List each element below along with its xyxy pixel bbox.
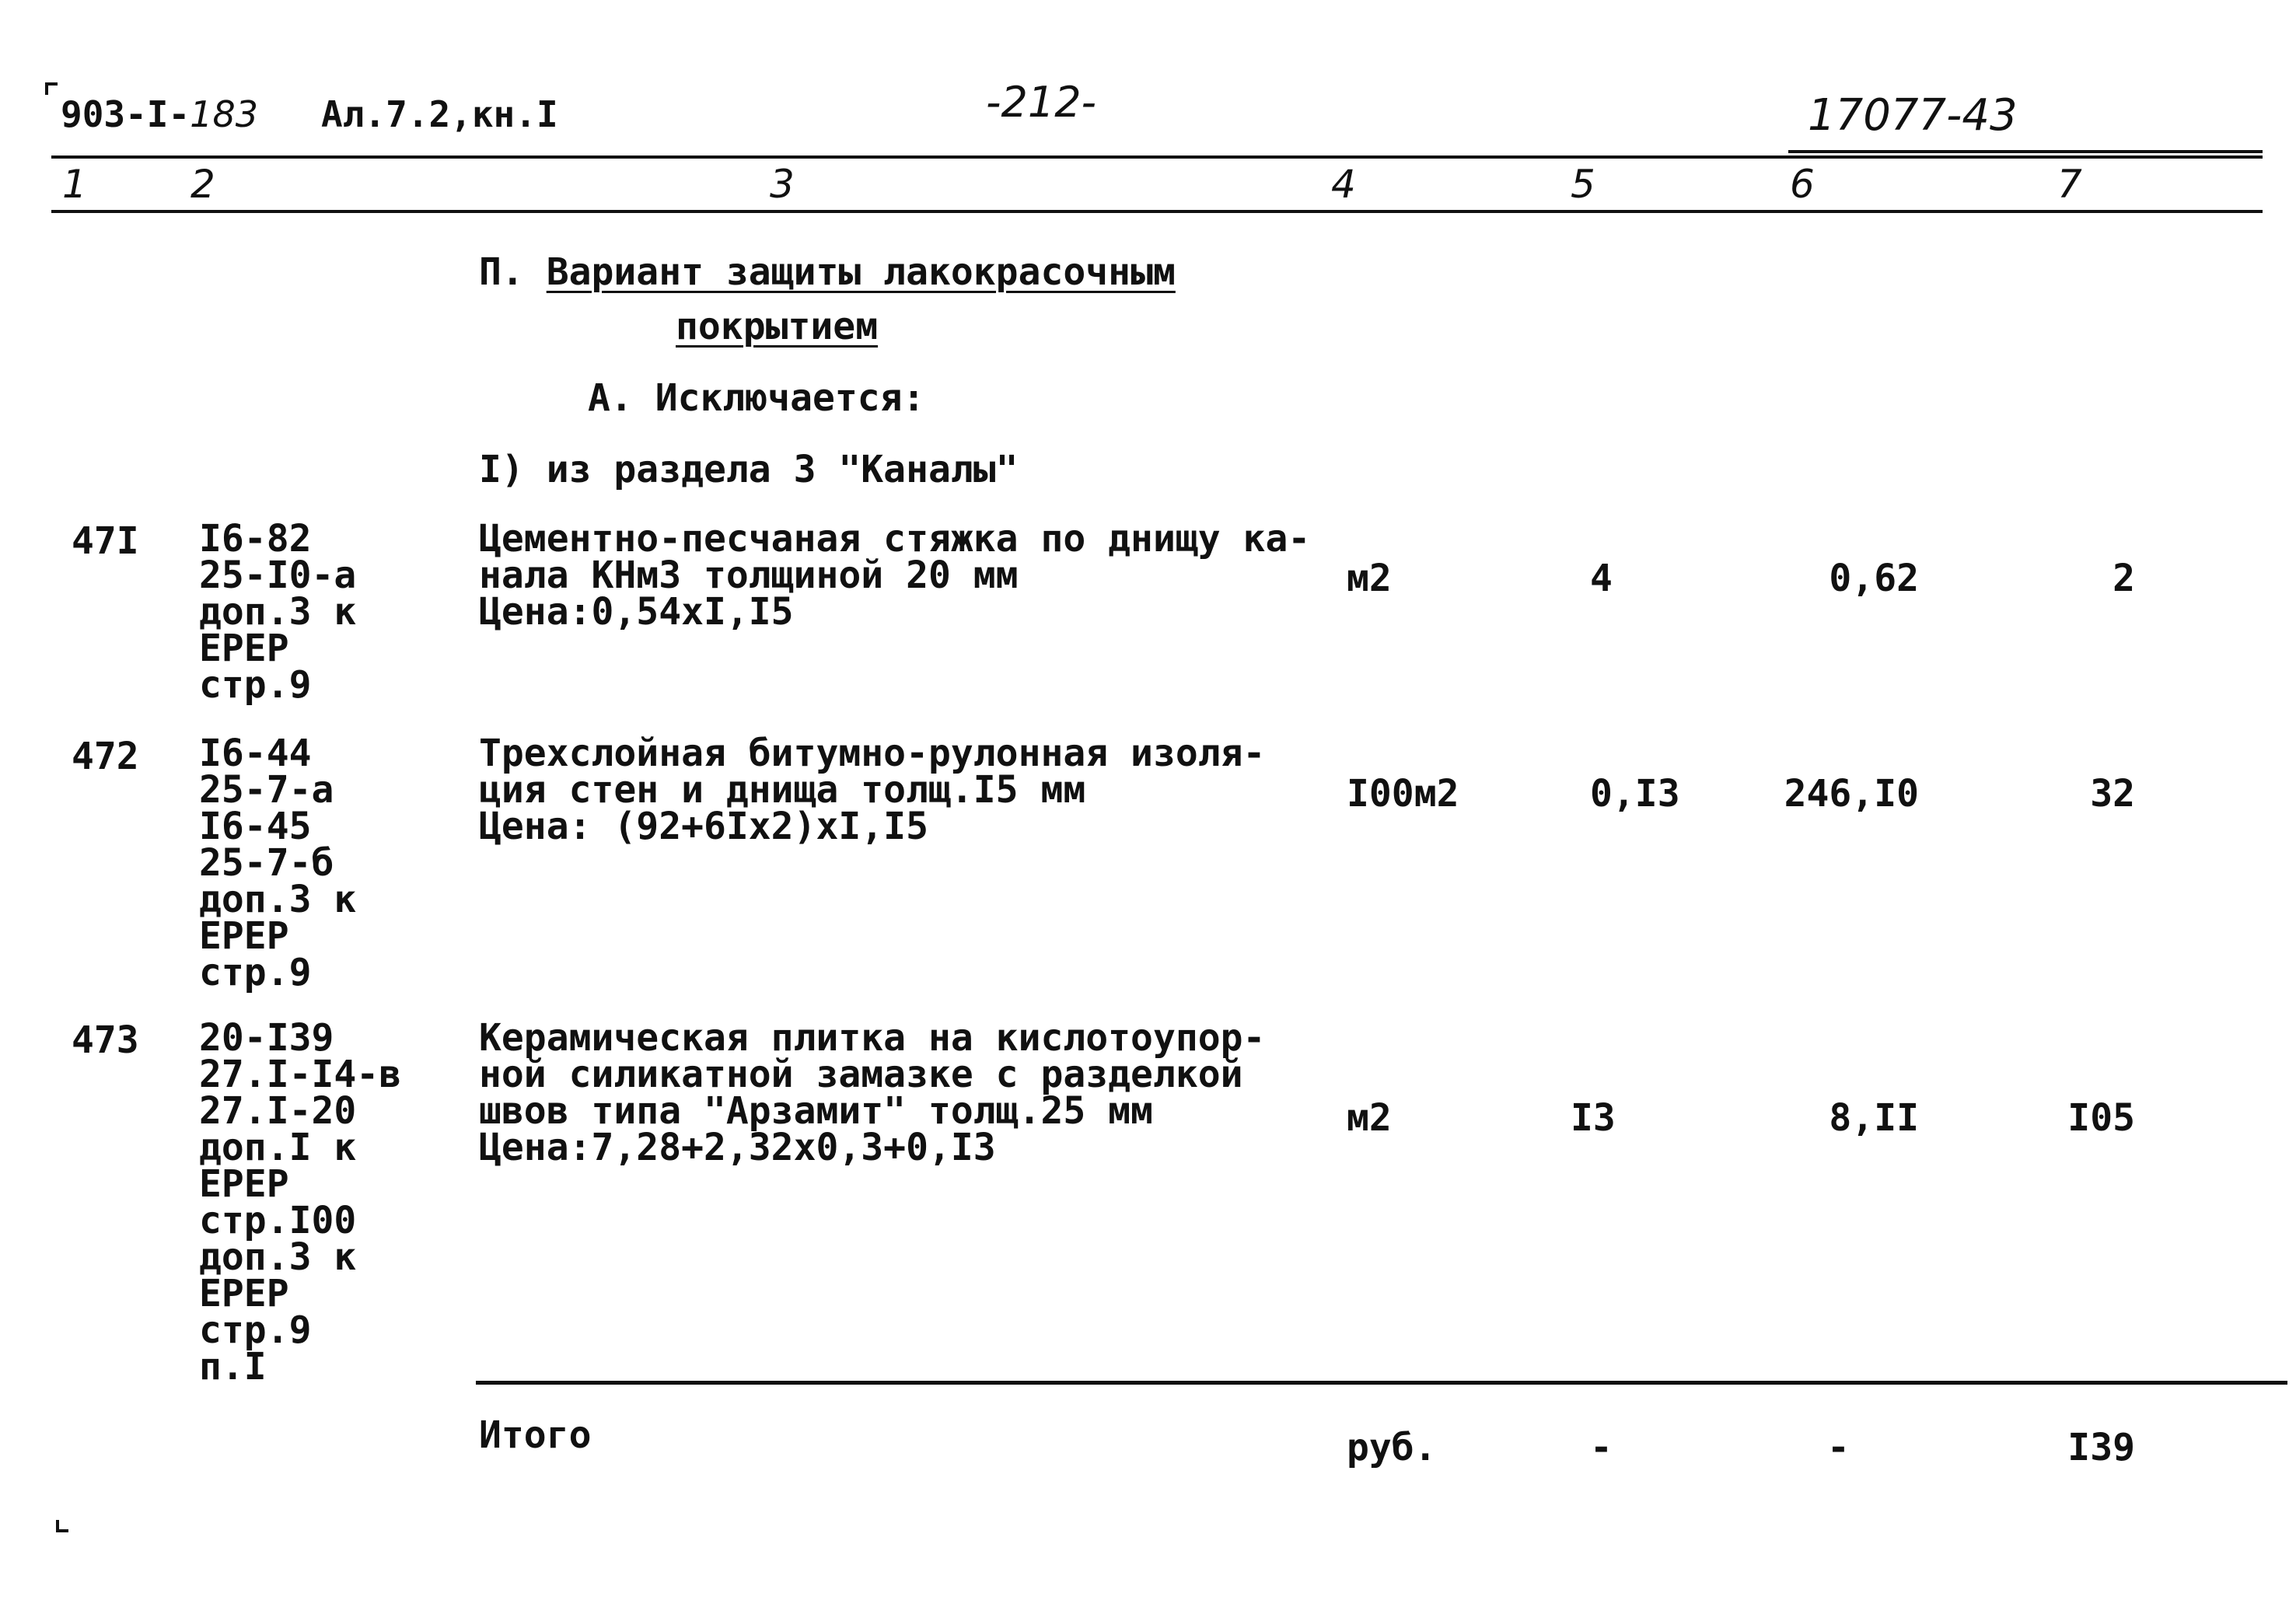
section-title-line1: Вариант защиты лакокрасочным xyxy=(546,250,1176,294)
code-line: 27.I-I4-в xyxy=(199,1053,402,1096)
description-line: ной силикатной замазке с разделкой xyxy=(479,1053,1243,1096)
total-rule xyxy=(476,1381,2287,1385)
description xyxy=(479,732,1266,848)
unit-cell: м2 xyxy=(1347,557,1392,600)
code-line: 25-I0-а xyxy=(199,554,357,597)
code-line: 20-I39 xyxy=(199,1016,334,1060)
section-title xyxy=(479,250,1176,294)
code-list xyxy=(199,732,357,994)
unit-cell: м2 xyxy=(1347,1096,1392,1140)
description-line: Трехслойная битумно-рулонная изоля- xyxy=(479,732,1266,775)
code-line: доп.3 к xyxy=(199,590,357,634)
description-line: Цена:0,54хI,I5 xyxy=(479,590,794,634)
section-title-line2: покрытием xyxy=(676,305,879,348)
code-line: доп.3 к xyxy=(199,878,357,921)
stamp-number: 17077-43 xyxy=(1808,90,2018,141)
unit-cell: I00м2 xyxy=(1347,772,1459,816)
grand-total: I39 xyxy=(2067,1426,2135,1469)
description xyxy=(479,517,1311,634)
description xyxy=(479,1016,1266,1169)
code-line: стр.9 xyxy=(199,951,312,994)
code-line: I6-45 xyxy=(199,805,312,848)
corner-mark-top-left xyxy=(45,82,58,95)
code-line: ЕРЕР xyxy=(199,1272,289,1315)
code-line: доп.I к xyxy=(199,1126,357,1169)
column-number: 5 xyxy=(1571,162,1595,207)
code-line: 25-7-б xyxy=(199,841,334,885)
quantity-cell: 4 xyxy=(1590,557,1613,600)
code-line: стр.9 xyxy=(199,663,312,707)
header-rule-top xyxy=(1788,150,2263,153)
column-number: 3 xyxy=(770,162,795,207)
code-line: стр.I00 xyxy=(199,1199,357,1242)
code-line: стр.9 xyxy=(199,1308,312,1352)
doc-code-handwritten: 183 xyxy=(190,93,258,135)
column-number: 4 xyxy=(1331,162,1356,207)
column-number: 1 xyxy=(62,162,87,207)
code-line: п.I xyxy=(199,1345,267,1389)
code-line: I6-44 xyxy=(199,732,312,775)
column-number: 2 xyxy=(190,162,215,207)
row-number: 473 xyxy=(72,1018,139,1062)
total-label: Итого xyxy=(479,1413,592,1457)
doc-code-prefix: 903-I- xyxy=(61,93,190,135)
price-cell: 0,62 xyxy=(1829,557,1919,600)
row-number: 472 xyxy=(72,735,139,778)
total-unit: руб. xyxy=(1347,1426,1437,1469)
header-rule xyxy=(51,155,2263,159)
code-line: ЕРЕР xyxy=(199,914,289,958)
code-line: ЕРЕР xyxy=(199,1162,289,1206)
section-title-number: П. xyxy=(479,250,524,294)
column-number: 7 xyxy=(2057,162,2082,207)
subsection-title: I) из раздела 3 "Каналы" xyxy=(479,448,1019,491)
code-line: 27.I-20 xyxy=(199,1089,357,1133)
code-line: I6-82 xyxy=(199,517,312,561)
description-line: Цена: (92+6Iх2)хI,I5 xyxy=(479,805,928,848)
doc-code xyxy=(61,93,258,135)
page-number: -212- xyxy=(986,78,1097,127)
code-line: ЕРЕР xyxy=(199,627,289,670)
description-line: Цементно-песчаная стяжка по днищу ка- xyxy=(479,517,1311,561)
description-line: Керамическая плитка на кислотоупор- xyxy=(479,1016,1266,1060)
column-number: 6 xyxy=(1790,162,1815,207)
total-cell: 32 xyxy=(2090,772,2135,816)
description-line: Цена:7,28+2,32х0,3+0,I3 xyxy=(479,1126,996,1169)
description-line: ция стен и днища толщ.I5 мм xyxy=(479,768,1086,812)
price-cell: 8,II xyxy=(1829,1096,1919,1140)
description-line: нала КНмЗ толщиной 20 мм xyxy=(479,554,1019,597)
album-reference: Ал.7.2,кн.I xyxy=(321,93,558,135)
description-line: швов типа "Арзамит" толщ.25 мм xyxy=(479,1089,1153,1133)
quantity-cell: 0,I3 xyxy=(1590,772,1680,816)
code-line: 25-7-а xyxy=(199,768,334,812)
column-header-rule xyxy=(51,210,2263,213)
total-price: - xyxy=(1827,1426,1850,1469)
code-list xyxy=(199,517,357,707)
corner-mark-bottom-left xyxy=(56,1520,68,1532)
quantity-cell: I3 xyxy=(1571,1096,1616,1140)
total-quantity: - xyxy=(1590,1426,1613,1469)
section-subtitle: А. Исключается: xyxy=(588,376,925,420)
total-cell: 2 xyxy=(2113,557,2135,600)
row-number: 47I xyxy=(72,519,139,563)
code-line: доп.3 к xyxy=(199,1235,357,1279)
code-list xyxy=(199,1016,402,1389)
price-cell: 246,I0 xyxy=(1784,772,1919,816)
total-cell: I05 xyxy=(2067,1096,2135,1140)
